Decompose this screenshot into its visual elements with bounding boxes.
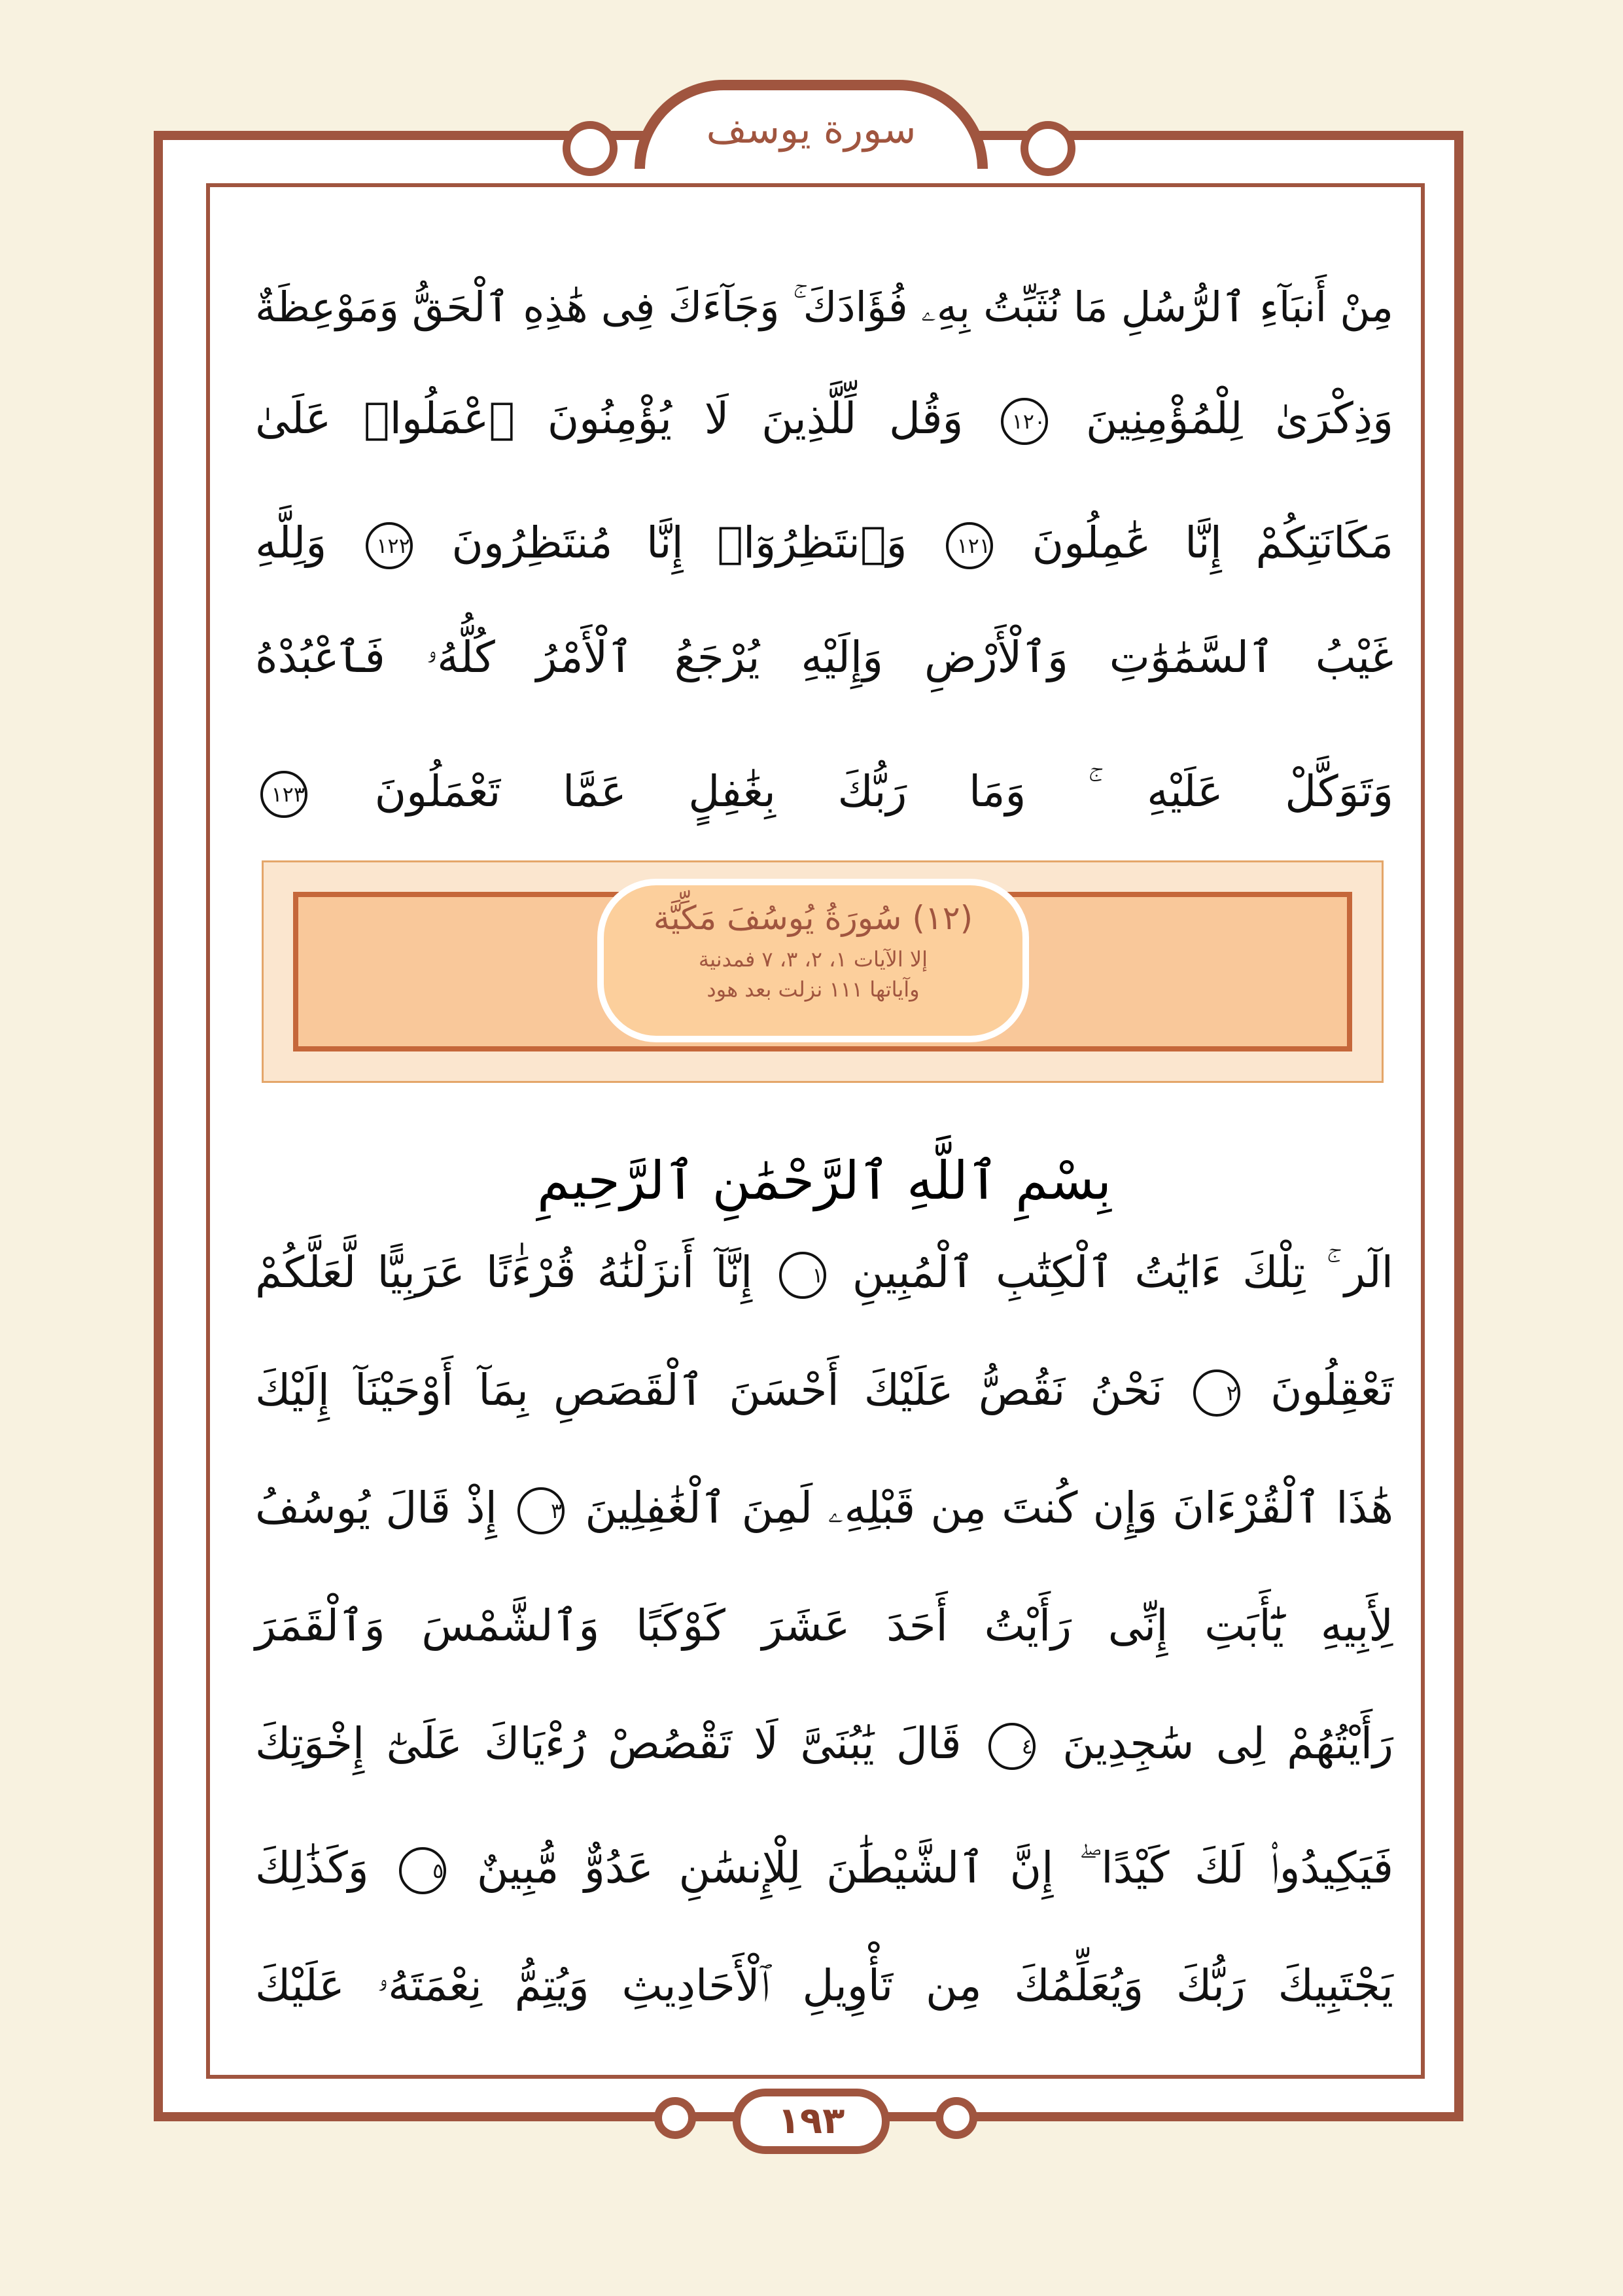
banner-title-box bbox=[597, 879, 1029, 1042]
frame-ornament bbox=[1021, 121, 1075, 176]
text-line bbox=[255, 494, 1393, 592]
text-line bbox=[255, 1937, 1393, 2035]
surah-header-tab bbox=[635, 80, 988, 169]
verse-text: وَلِلَّهِ bbox=[255, 518, 327, 568]
text-line bbox=[255, 609, 1393, 707]
surah-banner bbox=[262, 860, 1384, 1083]
text-line bbox=[255, 1224, 1393, 1322]
verse-text: غَيْبُ ٱلسَّمَٰوَٰتِ وَٱلْأَرْضِ وَإِلَيْهِ يُرْجَعُ ٱلْأَمْرُ كُلُّهُۥ فَٱعْبُدْهُ bbox=[255, 632, 1393, 682]
text-line bbox=[255, 1577, 1393, 1675]
ayah-number-marker: ١٢١ bbox=[946, 522, 993, 569]
ayah-number-marker: ١ bbox=[779, 1252, 826, 1299]
verse-text: مِنْ أَنبَآءِ ٱلرُّسُلِ مَا نُثَبِّتُ بِهِۦ فُؤَادَكَ ۚ وَجَآءَكَ فِى هَٰذِهِ ٱلْحَقُّ وَمَوْعِظَةٌ bbox=[255, 283, 1393, 331]
ayah-number-marker: ٥ bbox=[399, 1847, 446, 1894]
surah-note: إلا الآيات ١، ٢، ٣، ٧ فمدنية bbox=[698, 947, 928, 972]
ayah-number-marker: ٣ bbox=[517, 1487, 565, 1534]
ayah-number-marker: ١٢٣ bbox=[260, 771, 307, 818]
surah-title: (١٢) سُورَةُ يُوسُفَ مَكِّيَّة bbox=[653, 899, 973, 937]
ayah-number-marker: ١٢٢ bbox=[366, 522, 413, 569]
verse-text: الٓر ۚ تِلْكَ ءَايَٰتُ ٱلْكِتَٰبِ ٱلْمُبِينِ bbox=[852, 1247, 1394, 1298]
verse-text: نَحْنُ نَقُصُّ عَلَيْكَ أَحْسَنَ ٱلْقَصَصِ بِمَآ أَوْحَيْنَآ إِلَيْكَ bbox=[255, 1365, 1163, 1415]
frame-ornament bbox=[935, 2097, 977, 2139]
verse-text: مَكَانَتِكُمْ إِنَّا عَٰمِلُونَ bbox=[1032, 518, 1394, 568]
text-line bbox=[255, 258, 1393, 357]
text-line bbox=[255, 1695, 1393, 1793]
verse-text: وَٱنتَظِرُوٓا۟ إِنَّا مُنتَظِرُونَ bbox=[451, 518, 907, 568]
verse-text: يَجْتَبِيكَ رَبُّكَ وَيُعَلِّمُكَ مِن تَأْوِيلِ ٱلْأَحَادِيثِ وَيُتِمُّ نِعْمَتَهُۥ عَلَيْكَ bbox=[255, 1960, 1393, 2011]
verse-text: وَذِكْرَىٰ لِلْمُؤْمِنِينَ bbox=[1085, 393, 1394, 444]
surah-name: سورة يوسف bbox=[706, 107, 916, 152]
frame-ornament bbox=[563, 121, 618, 176]
verse-text: وَقُل لِّلَّذِينَ لَا يُؤْمِنُونَ ٱعْمَلُوا۟ عَلَىٰ bbox=[255, 393, 964, 444]
verse-text: قَالَ يَٰبُنَىَّ لَا تَقْصُصْ رُءْيَاكَ عَلَىٰٓ إِخْوَتِكَ bbox=[255, 1718, 962, 1769]
verse-text: وَكَذَٰلِكَ bbox=[255, 1843, 369, 1893]
frame-ornament bbox=[654, 2097, 696, 2139]
text-line bbox=[255, 743, 1393, 841]
text-line bbox=[255, 1819, 1393, 1917]
verse-text: وَتَوَكَّلْ عَلَيْهِ ۚ وَمَا رَبُّكَ بِغَٰفِلٍ عَمَّا تَعْمَلُونَ bbox=[374, 766, 1393, 817]
verse-text: تَعْقِلُونَ bbox=[1270, 1365, 1394, 1415]
verse-text: رَأَيْتُهُمْ لِى سَٰجِدِينَ bbox=[1062, 1718, 1394, 1769]
surah-note: وآياتها ١١١ نزلت بعد هود bbox=[707, 977, 920, 1002]
basmala: بِسْمِ ٱللَّهِ ٱلرَّحْمَٰنِ ٱلرَّحِيمِ bbox=[536, 1150, 1111, 1211]
verse-text: إِذْ قَالَ يُوسُفُ bbox=[255, 1483, 497, 1533]
ayah-number-marker: ٢ bbox=[1193, 1369, 1240, 1417]
text-line bbox=[255, 1459, 1393, 1557]
verse-text: لِأَبِيهِ يَٰٓأَبَتِ إِنِّى رَأَيْتُ أَحَدَ عَشَرَ كَوْكَبًا وَٱلشَّمْسَ وَٱلْقَمَرَ bbox=[255, 1600, 1393, 1651]
verse-text: إِنَّآ أَنزَلْنَٰهُ قُرْءَٰنًا عَرَبِيًّا لَّعَلَّكُمْ bbox=[255, 1247, 753, 1298]
ayah-number-marker: ١٢٠ bbox=[1001, 398, 1048, 445]
text-line bbox=[255, 1341, 1393, 1439]
page-number: ١٩٣ bbox=[733, 2089, 890, 2154]
verse-text: فَيَكِيدُوا۟ لَكَ كَيْدًا ۖ إِنَّ ٱلشَّيْطَٰنَ لِلْإِنسَٰنِ عَدُوٌّ مُّبِينٌ bbox=[476, 1843, 1393, 1893]
text-line bbox=[255, 370, 1393, 468]
ayah-number-marker: ٤ bbox=[988, 1723, 1036, 1770]
verse-text: هَٰذَا ٱلْقُرْءَانَ وَإِن كُنتَ مِن قَبْلِهِۦ لَمِنَ ٱلْغَٰفِلِينَ bbox=[585, 1483, 1393, 1533]
